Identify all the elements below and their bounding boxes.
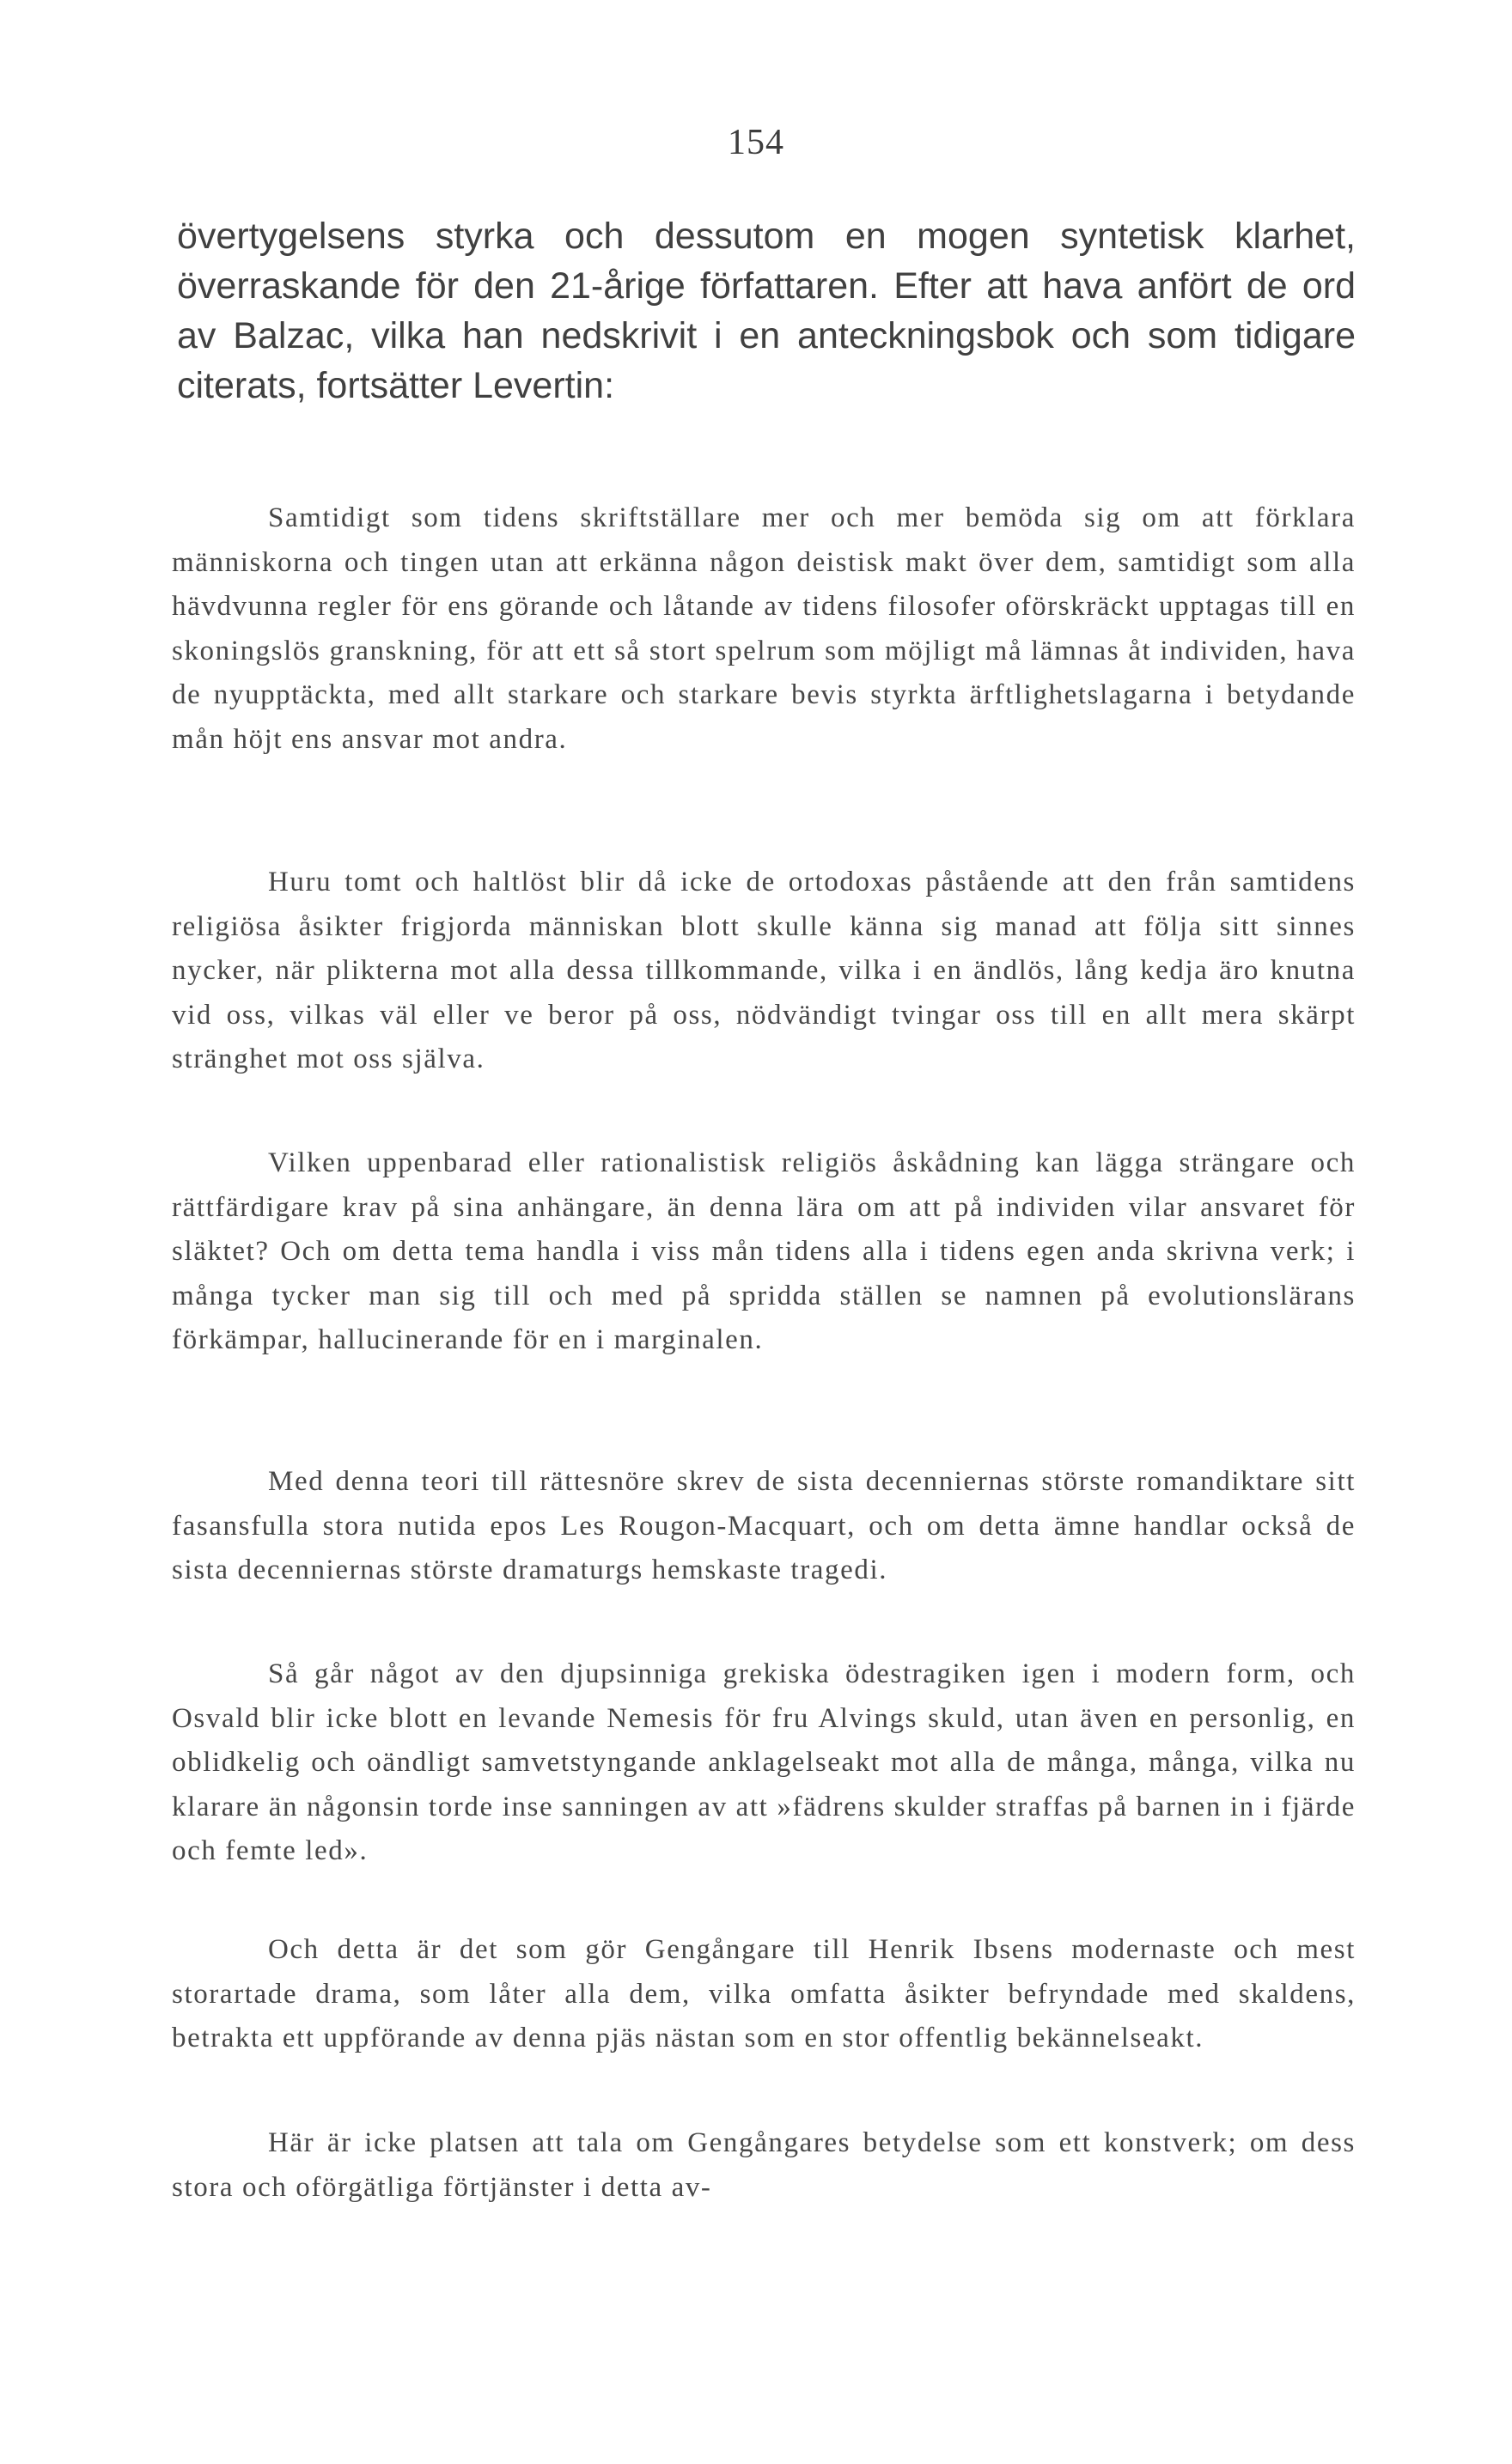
quote-paragraph-1-text: Samtidigt som tidens skriftställare mer och mer bemöda sig om att förklara människorna och tingen utan att erkänna någon deistisk makt över dem, samtidigt som alla hävdvunna regler för ens görande och låtande av tidens filosofer oförskräckt upptagas till en skoningslös granskning, för att ett så stort spelrum som möjligt må lämnas åt individen, hava de nyupptäckta, med allt starkare och starkare bevis styrkta ärftlighetslagarna i betydande mån höjt ens ansvar mot andra. <box>172 502 1356 755</box>
quote-paragraph-2-text: Huru tomt och haltlöst blir då icke de ortodoxas påstående att den från samtidens religiösa åsikter frigjorda människan blott skulle känna sig manad att följa sitt sinnes nycker, när plikterna mot alla dessa tillkommande, vilka i en ändlös, lång kedja äro knutna vid oss, vilkas väl eller ve beror på oss, nödvändigt tvingar oss till en allt mera skärpt stränghet mot oss själva. <box>172 867 1356 1074</box>
page-number: 154 <box>728 123 784 162</box>
quote-paragraph-6-text: Och detta är det som gör Gengångare till Henrik Ibsens modernaste och mest storartade drama, som låter alla dem, vilka omfatta åsikter befryndade med skaldens, betrakta ett uppförande av denna pjäs nästan som en stor offentlig bekännelseakt. <box>172 1934 1356 2053</box>
quote-paragraph-4-text: Med denna teori till rättesnöre skrev de sista decenniernas störste romandiktare sitt fasansfulla stora nutida epos Les Rougon-Macquart, och om detta ämne handlar också de sista decenniernas störste dramaturgs hemskaste tragedi. <box>172 1466 1356 1585</box>
quote-paragraph-5 <box>172 1652 1356 1874</box>
intro-paragraph: övertygelsens styrka och dessutom en mogen syntetisk klarhet, överraskande för den 21-årige författaren. Efter att hava anfört de ord av Balzac, vilka han nedskrivit i en anteckningsbok och som tidigare citerats, fortsätter Levertin: <box>177 216 1356 406</box>
quote-paragraph-6 <box>172 1928 1356 2061</box>
quote-paragraph-3 <box>172 1141 1356 1363</box>
quote-paragraph-5-text: Så går något av den djupsinniga grekiska ödestragiken igen i modern form, och Osvald blir icke blott en levande Nemesis för fru Alvings skuld, utan även en personlig, en oblidkelig och oändligt samvetstyngande anklagelseakt mot alla de många, många, vilka nu klarare än någonsin torde inse sanningen av att »fädrens skulder straffas på barnen in i fjärde och femte led». <box>172 1658 1356 1866</box>
quote-paragraph-4 <box>172 1460 1356 1593</box>
quote-paragraph-7-text: Här är icke platsen att tala om Gengångares betydelse som ett konstverk; om dess stora och oförgätliga förtjänster i detta av- <box>172 2127 1356 2203</box>
quote-paragraph-3-text: Vilken uppenbarad eller rationalistisk religiös åskådning kan lägga strängare och rättfärdigare krav på sina anhängare, än denna lära om att på individen vilar ansvaret för släktet? Och om detta tema handla i viss mån tidens alla i tidens egen anda skrivna verk; i många tycker man sig till och med på spridda ställen se namnen på evolutionslärans förkämpar, hallucinerande för en i marginalen. <box>172 1147 1356 1355</box>
quote-paragraph-2 <box>172 861 1356 1082</box>
quote-paragraph-7 <box>172 2121 1356 2210</box>
quote-paragraph-1 <box>172 496 1356 762</box>
